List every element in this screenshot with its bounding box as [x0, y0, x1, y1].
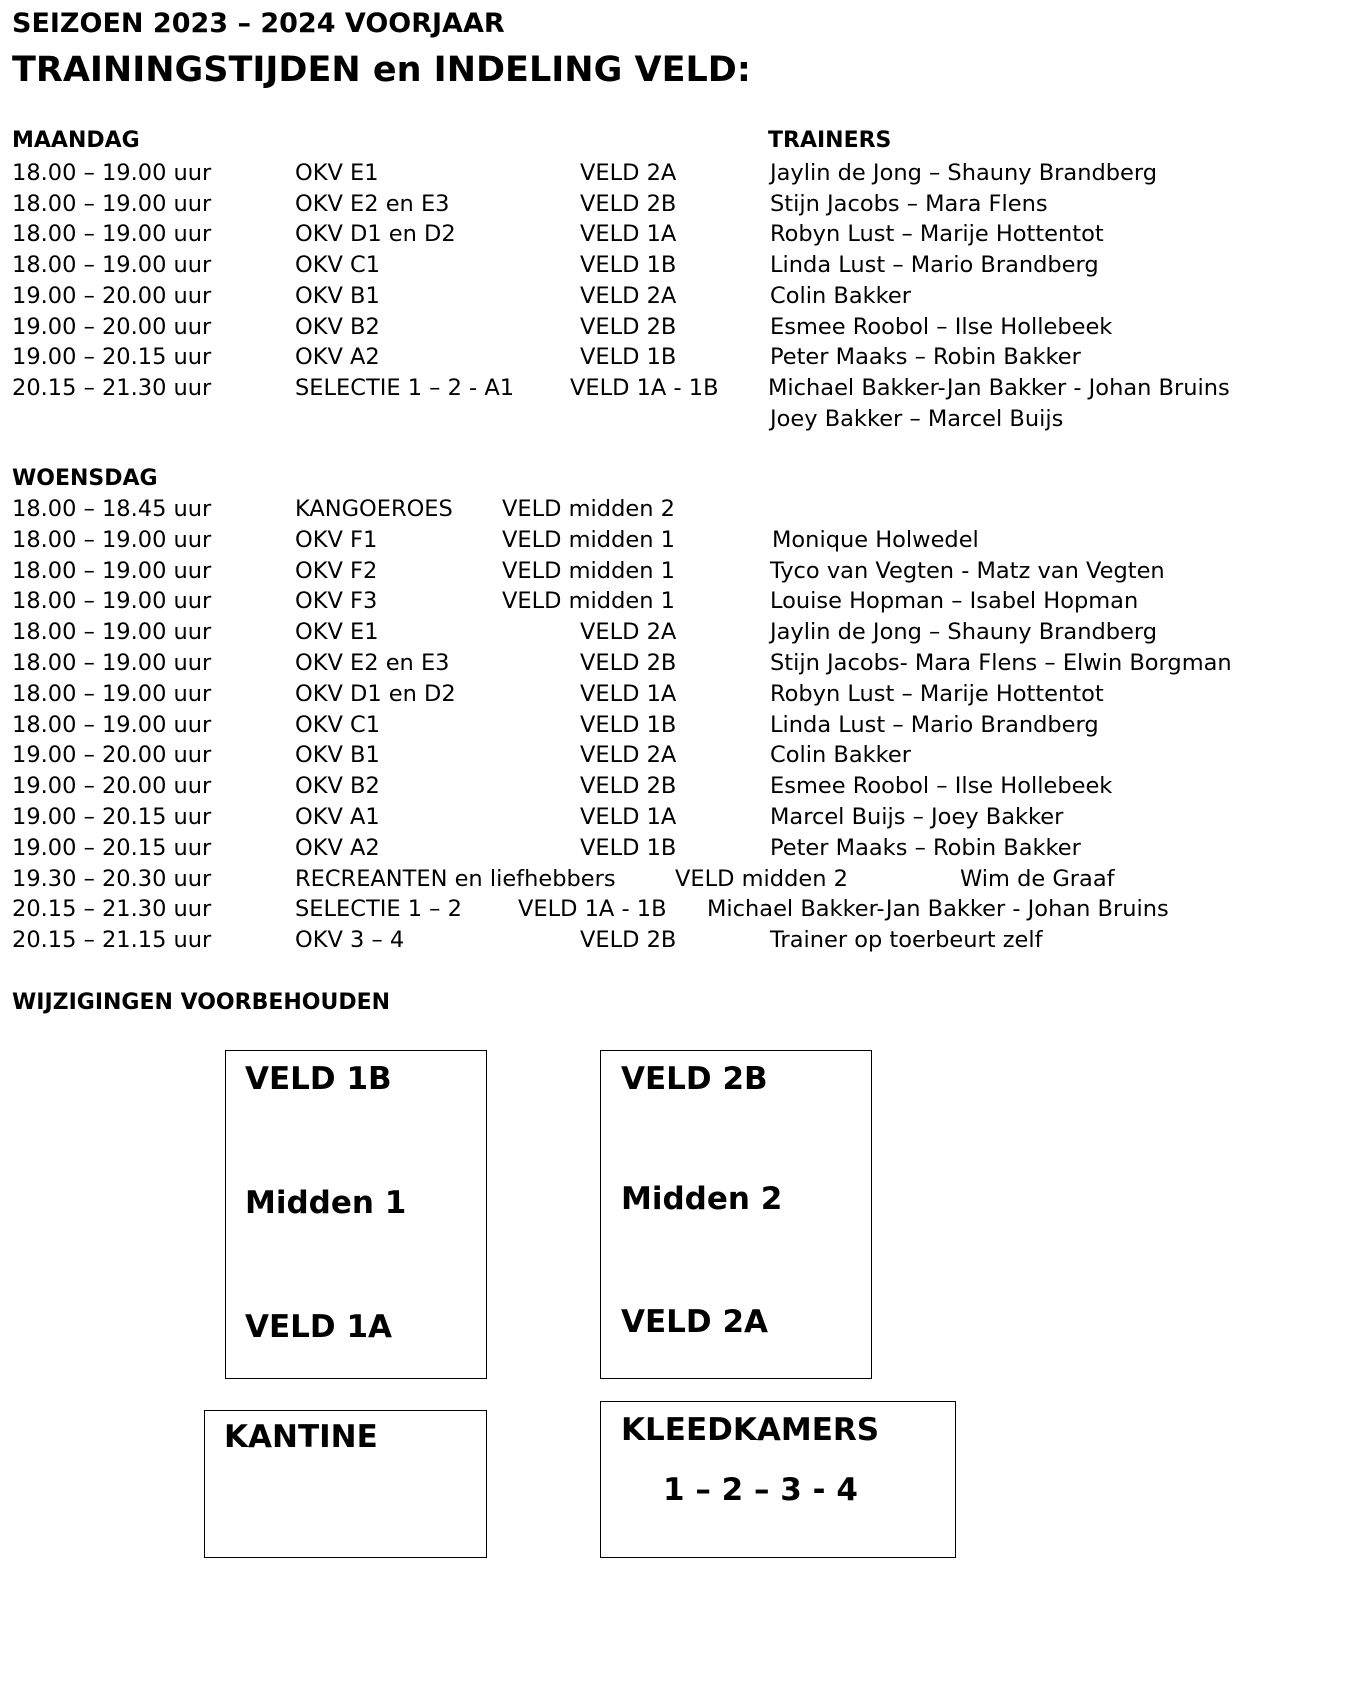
team-cell: OKV B2	[295, 773, 380, 800]
team-cell: OKV D1 en D2	[295, 680, 456, 707]
trainers-cell: Esmee Roobol – Ilse Hollebeek	[770, 313, 1113, 340]
trainers-cell: Joey Bakker – Marcel Buijs	[770, 405, 1064, 432]
time-cell: 18.00 – 19.00 uur	[12, 221, 212, 248]
changes-reserved-note: WIJZIGINGEN VOORBEHOUDEN	[12, 990, 391, 1015]
field-2a-label: VELD 2A	[621, 1304, 769, 1340]
field-cell: VELD 1B	[580, 252, 677, 279]
trainers-cell: Monique Holwedel	[772, 526, 979, 553]
field-cell: VELD midden 1	[502, 526, 675, 553]
season-heading: SEIZOEN 2023 – 2024 VOORJAAR	[12, 8, 505, 39]
field-cell: VELD 2A	[580, 619, 677, 646]
time-cell: 19.30 – 20.30 uur	[12, 865, 212, 892]
time-cell: 18.00 – 19.00 uur	[12, 680, 212, 707]
field-cell: VELD 2B	[580, 313, 677, 340]
time-cell: 19.00 – 20.15 uur	[12, 344, 212, 371]
trainers-cell: Robyn Lust – Marije Hottentot	[770, 221, 1104, 248]
time-cell: 20.15 – 21.15 uur	[12, 927, 212, 954]
trainers-cell: Louise Hopman – Isabel Hopman	[770, 588, 1139, 615]
team-cell: OKV F1	[295, 526, 378, 553]
field-1b-label: VELD 1B	[245, 1061, 392, 1097]
middle-2-label: Midden 2	[621, 1181, 783, 1217]
team-cell: RECREANTEN en liefhebbers	[295, 865, 616, 892]
trainers-header: TRAINERS	[768, 128, 892, 153]
time-cell: 19.00 – 20.00 uur	[12, 742, 212, 769]
canteen-label: KANTINE	[224, 1419, 378, 1455]
time-cell: 19.00 – 20.15 uur	[12, 834, 212, 861]
team-cell: OKV C1	[295, 252, 381, 279]
field-cell: VELD 1A - 1B	[518, 896, 667, 923]
monday-label: MAANDAG	[12, 128, 140, 153]
team-cell: OKV E2 en E3	[295, 650, 450, 676]
trainers-cell: Tyco van Vegten - Matz van Vegten	[770, 557, 1165, 584]
trainers-cell: Colin Bakker	[770, 282, 911, 309]
trainers-cell: Wim de Graaf	[960, 865, 1115, 892]
trainers-cell: Michael Bakker-Jan Bakker - Johan Bruins	[707, 896, 1169, 923]
dressing-rooms-box	[600, 1401, 956, 1558]
trainers-cell: Linda Lust – Mario Brandberg	[770, 252, 1099, 279]
field-cell: VELD 2A	[580, 160, 677, 186]
team-cell: SELECTIE 1 – 2 - A1	[295, 374, 515, 401]
time-cell: 18.00 – 19.00 uur	[12, 711, 212, 738]
trainers-cell: Jaylin de Jong – Shauny Brandberg	[770, 619, 1158, 646]
field-cell: VELD midden 2	[502, 496, 675, 522]
trainers-cell: Linda Lust – Mario Brandberg	[770, 711, 1099, 738]
team-cell: OKV B1	[295, 742, 380, 769]
field-2b-label: VELD 2B	[621, 1061, 768, 1097]
time-cell: 18.00 – 19.00 uur	[12, 619, 212, 646]
team-cell: OKV C1	[295, 711, 381, 738]
field-cell: VELD 1A	[580, 804, 677, 830]
team-cell: OKV B1	[295, 282, 380, 309]
time-cell: 19.00 – 20.15 uur	[12, 804, 212, 830]
time-cell: 20.15 – 21.30 uur	[12, 374, 212, 401]
team-cell: OKV F2	[295, 557, 378, 584]
time-cell: 19.00 – 20.00 uur	[12, 282, 212, 309]
time-cell: 18.00 – 19.00 uur	[12, 252, 212, 279]
team-cell: OKV A2	[295, 834, 380, 861]
field-cell: VELD 2B	[580, 650, 677, 676]
trainers-cell: Robyn Lust – Marije Hottentot	[770, 680, 1104, 707]
time-cell: 18.00 – 19.00 uur	[12, 160, 212, 186]
time-cell: 18.00 – 19.00 uur	[12, 588, 212, 615]
field-cell: VELD 1A	[580, 680, 677, 707]
field-cell: VELD 2A	[580, 282, 677, 309]
trainers-cell: Michael Bakker-Jan Bakker - Johan Bruins	[768, 374, 1230, 401]
trainers-cell: Jaylin de Jong – Shauny Brandberg	[770, 160, 1158, 186]
team-cell: OKV A2	[295, 344, 380, 371]
dressing-rooms-label: KLEEDKAMERS	[621, 1412, 880, 1448]
team-cell: OKV B2	[295, 313, 380, 340]
time-cell: 18.00 – 19.00 uur	[12, 557, 212, 584]
time-cell: 19.00 – 20.00 uur	[12, 313, 212, 340]
page-title: TRAININGSTIJDEN en INDELING VELD:	[12, 50, 751, 90]
field-1a-label: VELD 1A	[245, 1309, 393, 1345]
field-cell: VELD 2B	[580, 773, 677, 800]
trainers-cell: Colin Bakker	[770, 742, 911, 769]
field-cell: VELD midden 1	[502, 557, 675, 584]
time-cell: 18.00 – 19.00 uur	[12, 526, 212, 553]
team-cell: OKV A1	[295, 804, 380, 830]
field-2-box	[600, 1050, 872, 1379]
trainers-cell: Esmee Roobol – Ilse Hollebeek	[770, 773, 1113, 800]
team-cell: OKV D1 en D2	[295, 221, 456, 248]
field-cell: VELD 2A	[580, 742, 677, 769]
team-cell: OKV E2 en E3	[295, 190, 450, 217]
time-cell: 20.15 – 21.30 uur	[12, 896, 212, 923]
team-cell: OKV F3	[295, 588, 378, 615]
time-cell: 19.00 – 20.00 uur	[12, 773, 212, 800]
team-cell: SELECTIE 1 – 2	[295, 896, 462, 923]
trainers-cell: Stijn Jacobs- Mara Flens – Elwin Borgman	[770, 650, 1232, 676]
canteen-box	[204, 1410, 487, 1558]
trainers-cell: Stijn Jacobs – Mara Flens	[770, 190, 1048, 217]
field-1-box	[225, 1050, 487, 1379]
time-cell: 18.00 – 18.45 uur	[12, 496, 212, 522]
wednesday-label: WOENSDAG	[12, 466, 158, 491]
team-cell: OKV E1	[295, 160, 379, 186]
field-cell: VELD 1B	[580, 711, 677, 738]
middle-1-label: Midden 1	[245, 1185, 407, 1221]
team-cell: KANGOEROES	[295, 496, 453, 522]
dressing-room-numbers: 1 – 2 – 3 - 4	[663, 1472, 858, 1508]
field-cell: VELD midden 1	[502, 588, 675, 615]
time-cell: 18.00 – 19.00 uur	[12, 190, 212, 217]
field-cell: VELD 1B	[580, 834, 677, 861]
field-cell: VELD 1A	[580, 221, 677, 248]
team-cell: OKV E1	[295, 619, 379, 646]
field-cell: VELD 1A - 1B	[570, 374, 719, 401]
team-cell: OKV 3 – 4	[295, 927, 405, 954]
field-cell: VELD 2B	[580, 927, 677, 954]
field-cell: VELD 2B	[580, 190, 677, 217]
time-cell: 18.00 – 19.00 uur	[12, 650, 212, 676]
trainers-cell: Marcel Buijs – Joey Bakker	[770, 804, 1064, 830]
trainers-cell: Peter Maaks – Robin Bakker	[770, 344, 1081, 371]
field-cell: VELD midden 2	[675, 865, 848, 892]
trainers-cell: Peter Maaks – Robin Bakker	[770, 834, 1081, 861]
trainers-cell: Trainer op toerbeurt zelf	[770, 927, 1043, 954]
field-cell: VELD 1B	[580, 344, 677, 371]
